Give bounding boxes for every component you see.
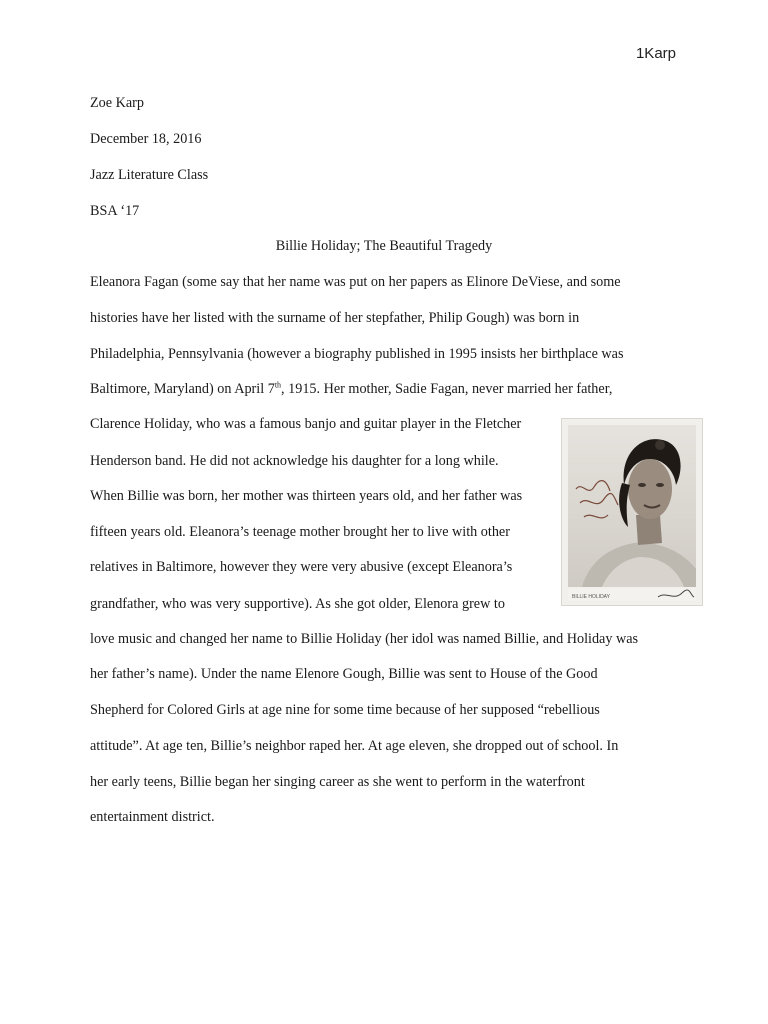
body-line: Shepherd for Colored Girls at age nine for some time because of her supposed “rebellious [90,702,600,718]
body-line: Clarence Holiday, who was a famous banjo and guitar player in the Fletcher [90,416,522,432]
author-name: Zoe Karp [90,95,144,111]
body-text: , 1915. Her mother, Sadie Fagan, never married her father, [281,381,613,397]
body-line: attitude”. At age ten, Billie’s neighbor raped her. At age eleven, she dropped out of school. In [90,738,619,754]
class-year: BSA ‘17 [90,203,140,219]
photo-caption: BILLIE HOLIDAY [572,594,610,600]
body-line: love music and changed her name to Billie Holiday (her idol was named Billie, and Holiday was [90,631,639,647]
billie-holiday-photo [561,418,703,606]
body-line: Eleanora Fagan (some say that her name was put on her papers as Elinore DeViese, and some [90,274,621,290]
body-line: her father’s name). Under the name Elenore Gough, Billie was sent to House of the Good [90,666,598,682]
body-line: When Billie was born, her mother was thirteen years old, and her father was [90,488,523,504]
ordinal-suffix: th [274,380,282,390]
body-line: grandfather, who was very supportive). As she got older, Elenora grew to [90,596,505,612]
body-text: Baltimore, Maryland) on April 7 [90,381,275,397]
body-line: her early teens, Billie began her singing career as she went to perform in the waterfront [90,774,585,790]
course-name: Jazz Literature Class [90,167,209,183]
body-line [90,380,612,398]
portrait-image [562,419,702,605]
body-line: Philadelphia, Pennsylvania (however a biography published in 1995 insists her birthplace was [90,346,624,362]
body-line: Henderson band. He did not acknowledge his daughter for a long while. [90,453,499,469]
body-line: relatives in Baltimore, however they were very abusive (except Eleanora’s [90,559,513,575]
body-line: fifteen years old. Eleanora’s teenage mother brought her to live with other [90,524,510,540]
essay-title: Billie Holiday; The Beautiful Tragedy [275,238,493,254]
body-line: histories have her listed with the surname of her stepfather, Philip Gough) was born in [90,310,580,326]
date: December 18, 2016 [90,131,202,147]
body-line: entertainment district. [90,809,215,825]
page-number: 1Karp [635,45,676,62]
